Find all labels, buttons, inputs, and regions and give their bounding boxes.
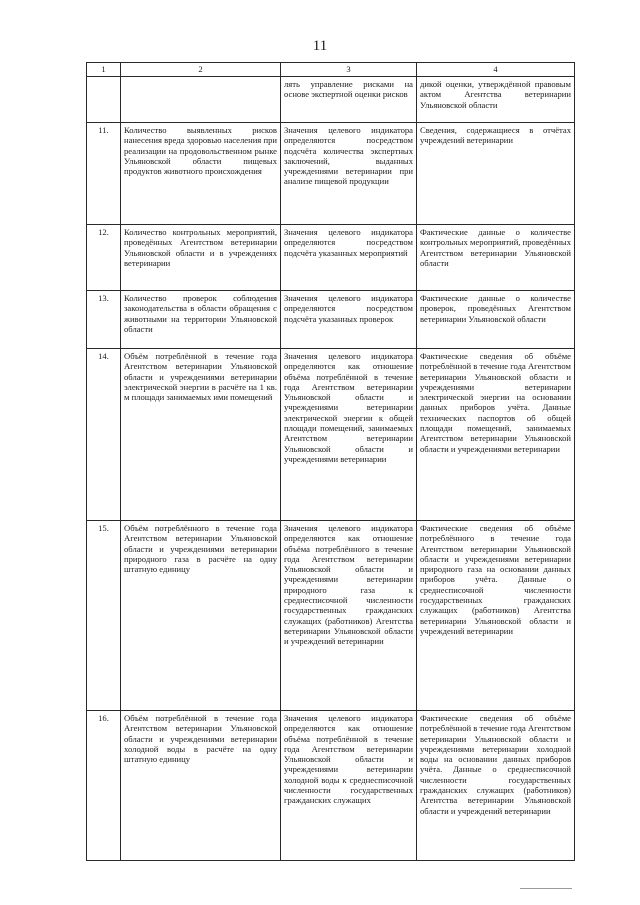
table-row-16 bbox=[87, 711, 575, 861]
column-header-2: 2 bbox=[121, 63, 281, 77]
cell-source: Фактические сведения об объёме потреблённого в течение года Агентством ветеринарии Ульяновской области и учреждениями ветеринарии природного газа на основании данных приборов учёта. Данные о среднесписочной численности государственных гражданских служащих (работников) Агентства ветеринарии Ульяновской области и учреждений ветеринарии bbox=[417, 521, 575, 711]
cell-indicator: Объём потреблённой в течение года Агентством ветеринарии Ульяновской области и учреждениями ветеринарии электрической энергии в расчёте на 1 кв. м площади занимаемых ими помещений bbox=[121, 349, 281, 521]
column-header-1: 1 bbox=[87, 63, 121, 77]
cell-source: Фактические сведения об объёме потреблённой в течение года Агентством ветеринарии Ульяновской области и учреждениями ветеринарии холодной воды на основании данных приборов учёта. Данные о среднесписочной численности государственных гражданских служащих (работников) Агентства ветеринарии Ульяновской области и учреждений ветеринарии bbox=[417, 711, 575, 861]
cell-num: 13. bbox=[87, 291, 121, 349]
indicator-table bbox=[86, 62, 575, 861]
cell-num: 12. bbox=[87, 225, 121, 291]
cell-num: 11. bbox=[87, 123, 121, 225]
cell-source: Сведения, содержащиеся в отчётах учреждений ветеринарии bbox=[417, 123, 575, 225]
column-header-3: 3 bbox=[281, 63, 417, 77]
table-row-continuation bbox=[87, 77, 575, 123]
cell-source: Фактические данные о количестве проверок, проведённых Агентством ветеринарии Ульяновской области bbox=[417, 291, 575, 349]
column-header-4: 4 bbox=[417, 63, 575, 77]
cell-source: Фактические сведения об объёме потреблённой в течение года Агентством ветеринарии Ульяновской области и учреждениями ветеринарии электрической энергии на основании данных приборов учёта. Данные технических паспортов об общей площади помещений, занимаемых Агентством ветеринарии Ульяновской области и учреждениями ветеринарии bbox=[417, 349, 575, 521]
cell-method: Значения целевого индикатора определяются посредством подсчёта указанных проверок bbox=[281, 291, 417, 349]
cell-num: 15. bbox=[87, 521, 121, 711]
cell-source: Фактические данные о количестве контрольных мероприятий, проведённых Агентством ветеринарии Ульяновской области bbox=[417, 225, 575, 291]
table-body bbox=[87, 77, 575, 861]
table-row-14 bbox=[87, 349, 575, 521]
cell-num: 16. bbox=[87, 711, 121, 861]
cell-method: Значения целевого индикатора определяются посредством подсчёта количества экспертных заключений, выданных учреждениями ветеринарии при анализе пищевой продукции bbox=[281, 123, 417, 225]
cell-method: Значения целевого индикатора определяются как отношение объёма потреблённого в течение года Агентством ветеринарии Ульяновской области и учреждениями ветеринарии природного газа к среднесписочной численности государственных гражданских служащих (работников) Агентства ветеринарии Ульяновской области и учреждений ветеринарии bbox=[281, 521, 417, 711]
table-header bbox=[87, 63, 575, 77]
cell-indicator: Количество выявленных рисков нанесения вреда здоровью населения при реализации на продовольственном рынке Ульяновской области пищевых продуктов животного происхождения bbox=[121, 123, 281, 225]
cell-num: 14. bbox=[87, 349, 121, 521]
cell-indicator: Объём потреблённого в течение года Агентством ветеринарии Ульяновской области и учреждениями ветеринарии природного газа в расчёте на одну штатную единицу bbox=[121, 521, 281, 711]
table-header-row bbox=[87, 63, 575, 77]
table-row-12 bbox=[87, 225, 575, 291]
cell-source: дикой оценки, утверждённой правовым актом Агентства ветеринарии Ульяновской области bbox=[417, 77, 575, 123]
cell-method: лять управление рисками на основе экспертной оценки рисков bbox=[281, 77, 417, 123]
page-number: 11 bbox=[312, 38, 328, 54]
cell-method: Значения целевого индикатора определяются посредством подсчёта указанных мероприятий bbox=[281, 225, 417, 291]
cell-indicator: Количество контрольных мероприятий, проведённых Агентством ветеринарии Ульяновской области и в учреждениях ветеринарии bbox=[121, 225, 281, 291]
cell-indicator: Объём потреблённой в течение года Агентством ветеринарии Ульяновской области и учреждениями ветеринарии холодной воды в расчёте на одну штатную единицу bbox=[121, 711, 281, 861]
cell-indicator: Количество проверок соблюдения законодательства в области обращения с животными на территории Ульяновской области bbox=[121, 291, 281, 349]
scan-edge-line bbox=[520, 888, 572, 889]
cell-num bbox=[87, 77, 121, 123]
cell-method: Значения целевого индикатора определяются как отношение объёма потреблённой в течение года Агентством ветеринарии Ульяновской области и учреждениями ветеринарии холодной воды к среднесписочной численности государственных гражданских служащих bbox=[281, 711, 417, 861]
table-row-13 bbox=[87, 291, 575, 349]
cell-indicator bbox=[121, 77, 281, 123]
table-row-11 bbox=[87, 123, 575, 225]
cell-method: Значения целевого индикатора определяются как отношение объёма потреблённой в течение года Агентством ветеринарии Ульяновской области и учреждениями ветеринарии электрической энергии к общей площади помещений, занимаемых Агентством ветеринарии Ульяновской области и учреждениями ветеринарии bbox=[281, 349, 417, 521]
table-row-15 bbox=[87, 521, 575, 711]
